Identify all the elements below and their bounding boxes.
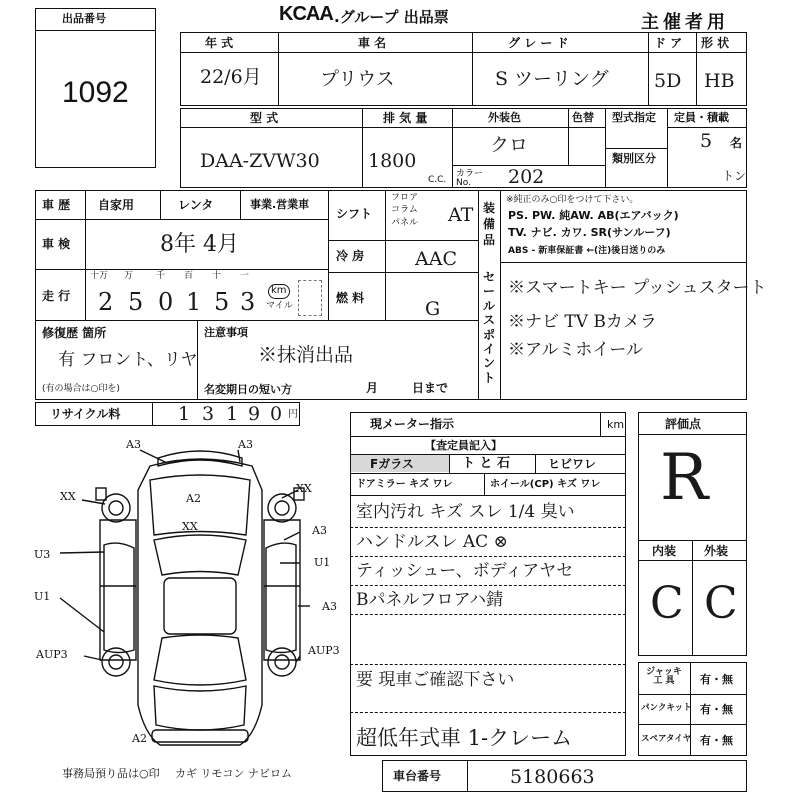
glass-options: ト と 石 xyxy=(462,456,511,471)
fuel-value: G xyxy=(425,298,441,320)
recycle-label: リサイクル料 xyxy=(50,407,121,421)
year-label: 年 式 xyxy=(205,36,234,50)
brand-logo: KCAA xyxy=(279,3,333,25)
recycle-unit: 円 xyxy=(288,409,298,420)
inspection-comment: 室内汚れ キズ スレ 1/4 臭い xyxy=(356,502,575,522)
damage-mark: A3 xyxy=(126,438,141,451)
cc-label: 排 気 量 xyxy=(383,111,428,125)
damage-mark: A3 xyxy=(312,524,327,537)
history-option-rental: レンタ xyxy=(178,198,214,212)
capacity-unit: 名 xyxy=(730,136,743,150)
crack-label: ヒビワレ xyxy=(548,457,597,471)
inspection-remark: 超低年式車 1-クレーム xyxy=(356,726,573,750)
repair-label: 修復歴 箇所 xyxy=(42,326,107,340)
fuel-label: 燃 料 xyxy=(336,291,365,305)
wheel-rear-right xyxy=(268,648,296,676)
mileage-digit: 1 xyxy=(186,288,202,316)
office-note: 事務局預り品は○印 xyxy=(62,767,160,780)
damage-mark: A2 xyxy=(186,492,201,505)
class-label: 類別区分 xyxy=(612,152,656,165)
windshield xyxy=(154,535,246,575)
recycle-digit: 1 xyxy=(178,403,191,425)
damage-mark: A2 xyxy=(132,732,147,745)
damage-mark: XX xyxy=(60,490,76,503)
cc-unit: C.C. xyxy=(428,175,447,185)
tool-label-spare-tire: スペアタイヤ xyxy=(641,734,692,744)
tool-value: 有・無 xyxy=(700,734,733,747)
digit-unit-1: 一 xyxy=(240,271,250,281)
ac-label: 冷 房 xyxy=(336,249,365,263)
mileage-digit: 3 xyxy=(240,288,256,316)
damage-mark: XX xyxy=(182,520,198,533)
chassis-value: 5180663 xyxy=(510,766,595,788)
grade-value: S ツーリング xyxy=(495,68,609,90)
equipment-label: 装備品 xyxy=(483,201,496,248)
type-designation-label: 型式指定 xyxy=(612,111,656,124)
sales-point-item: ※アルミホイール xyxy=(508,340,643,360)
trunk xyxy=(154,686,246,730)
equipment-line3: ABS - 新車保証書 ←(注)後日送りのみ xyxy=(508,246,666,256)
exterior-label: 外装 xyxy=(704,544,729,558)
car-body-outline xyxy=(138,459,262,745)
inspection-comment: ハンドルスレ AC ⊗ xyxy=(356,532,508,552)
history-option-business: 事業.営業車 xyxy=(250,198,310,211)
lot-number-label: 出品番号 xyxy=(62,12,106,25)
mile-label: マイル xyxy=(266,301,293,311)
mileage-digit: 0 xyxy=(158,288,174,316)
capacity-label: 定員・積載 xyxy=(674,111,729,124)
rear-bumper xyxy=(152,730,248,742)
inspection-remark: 要 現車ご確認下さい xyxy=(356,670,515,690)
right-side-panel xyxy=(264,520,300,660)
shift-option-column: コラム xyxy=(391,205,418,215)
tool-label-jack: ジャッキ 工 具 xyxy=(646,667,682,687)
damage-mark: U1 xyxy=(34,590,51,603)
shift-label: シフト xyxy=(336,207,373,221)
inspection-label: 車 検 xyxy=(42,237,71,251)
grade-label: グ レ ー ド xyxy=(508,36,569,50)
roof xyxy=(164,578,236,634)
mileage-digit: 5 xyxy=(128,288,144,316)
lot-number: 1092 xyxy=(62,76,129,109)
inspection-value: 8年 4月 xyxy=(160,232,239,257)
equipment-note: ※純正のみ○印をつけて下さい。 xyxy=(506,195,639,205)
notes-value: ※抹消出品 xyxy=(258,344,354,366)
form-title: .グループ 出品票 xyxy=(334,8,449,26)
inspection-comment: ティッシュー、ボディアヤセ xyxy=(356,561,574,581)
name-label: 車 名 xyxy=(358,36,387,50)
left-door-outline xyxy=(104,543,134,652)
mileage-label: 走 行 xyxy=(42,289,71,303)
tool-label-puncture-kit: パンクキット xyxy=(641,703,692,713)
mirror-left xyxy=(96,488,106,500)
month-label: 月 xyxy=(366,381,379,395)
color-value: クロ xyxy=(490,134,529,156)
exterior-value: C xyxy=(704,578,738,629)
mile-checkbox xyxy=(298,280,322,316)
day-label: 日まで xyxy=(412,381,449,395)
glass-label: Fガラス xyxy=(370,457,414,471)
tool-value: 有・無 xyxy=(700,673,733,686)
recycle-digit: 9 xyxy=(248,403,261,425)
color-label: 外装色 xyxy=(488,111,521,124)
digit-unit-10: 十 xyxy=(212,271,222,281)
digit-unit-100: 百 xyxy=(184,271,194,281)
wheel-rear-left xyxy=(102,648,130,676)
model-label: 型 式 xyxy=(250,111,279,125)
ac-value: AAC xyxy=(415,248,457,270)
rating-value: R xyxy=(660,441,709,515)
recycle-digit: 0 xyxy=(270,403,283,425)
door-label: ド ア xyxy=(654,36,683,50)
shape-value: HB xyxy=(704,70,735,92)
transfer-label: 名変期日の短い方 xyxy=(204,383,292,396)
digit-unit-100k: 十万 xyxy=(90,271,109,281)
wheel-front-right xyxy=(268,494,296,522)
mileage-digit: 2 xyxy=(98,288,114,316)
wheel-front-left xyxy=(102,494,130,522)
meter-label: 現メーター指示 xyxy=(370,417,455,431)
rear-window xyxy=(154,635,246,685)
meter-unit: km xyxy=(607,418,625,431)
interior-value: C xyxy=(650,578,684,629)
cc-value: 1800 xyxy=(368,150,417,172)
inspector-label: 【査定員記入】 xyxy=(425,439,502,452)
sales-point-label: セールスポイント xyxy=(483,270,496,385)
damage-mark: U3 xyxy=(34,548,51,561)
damage-mark: XX xyxy=(296,482,312,495)
mirror-label: ドアミラー キズ ワレ xyxy=(356,479,453,490)
equipment-line1: PS. PW. 純AW. AB(エアバック) xyxy=(508,209,679,222)
shift-option-floor: フロア xyxy=(391,193,419,203)
repair-note: (有の場合は○印を) xyxy=(42,384,120,394)
right-door-outline xyxy=(266,543,296,652)
damage-mark: U1 xyxy=(314,556,331,569)
hood xyxy=(150,475,250,535)
name-value: プリウス xyxy=(320,68,395,90)
tool-value: 有・無 xyxy=(700,703,733,716)
wheel-label: ホイール(CP) キズ ワレ xyxy=(490,479,601,490)
notes-label: 注意事項 xyxy=(204,326,248,339)
left-side-panel xyxy=(100,520,136,660)
chassis-label: 車台番号 xyxy=(393,769,442,783)
mirror-right xyxy=(294,488,304,500)
digit-unit-10k: 万 xyxy=(124,271,134,281)
organizer-label: 主催者用 xyxy=(641,12,729,33)
mileage-digit: 5 xyxy=(214,288,230,316)
front-bumper xyxy=(158,451,242,466)
capacity-value: 5 xyxy=(700,130,713,152)
office-items: カギ リモコン ナビロム xyxy=(175,767,292,780)
interior-label: 内装 xyxy=(652,544,677,558)
digit-unit-1k: 千 xyxy=(156,271,166,281)
color-no-label: カラー No. xyxy=(456,169,484,189)
recycle-digit: 1 xyxy=(226,403,239,425)
history-option-private: 自家用 xyxy=(98,198,135,212)
shift-option-panel: パネル xyxy=(391,218,419,228)
shape-label: 形 状 xyxy=(701,36,730,50)
history-label: 車 歴 xyxy=(42,198,71,212)
color-no-value: 202 xyxy=(508,166,545,188)
equipment-line2: TV. ナビ. カワ. SR(サンルーフ) xyxy=(508,226,671,239)
repair-value: 有 フロント、リヤ xyxy=(58,350,198,370)
shift-value: AT xyxy=(448,204,474,226)
color-change-label: 色替 xyxy=(572,111,594,124)
year-value: 22/6月 xyxy=(200,66,262,88)
damage-mark: A3 xyxy=(322,600,337,613)
door-value: 5D xyxy=(654,70,682,92)
ton-unit: トン xyxy=(722,169,747,183)
rating-label: 評価点 xyxy=(665,417,702,431)
inspection-comment: Bパネルフロアハ錆 xyxy=(356,590,504,610)
sales-point-item: ※スマートキー プッシュスタート xyxy=(508,278,767,298)
model-value: DAA-ZVW30 xyxy=(200,150,320,172)
damage-mark: AUP3 xyxy=(308,644,340,657)
sales-point-item: ※ナビ TV Bカメラ xyxy=(508,312,657,332)
recycle-digit: 3 xyxy=(202,403,215,425)
km-label: km xyxy=(268,284,290,299)
damage-mark: A3 xyxy=(238,438,253,451)
damage-mark: AUP3 xyxy=(36,648,68,661)
